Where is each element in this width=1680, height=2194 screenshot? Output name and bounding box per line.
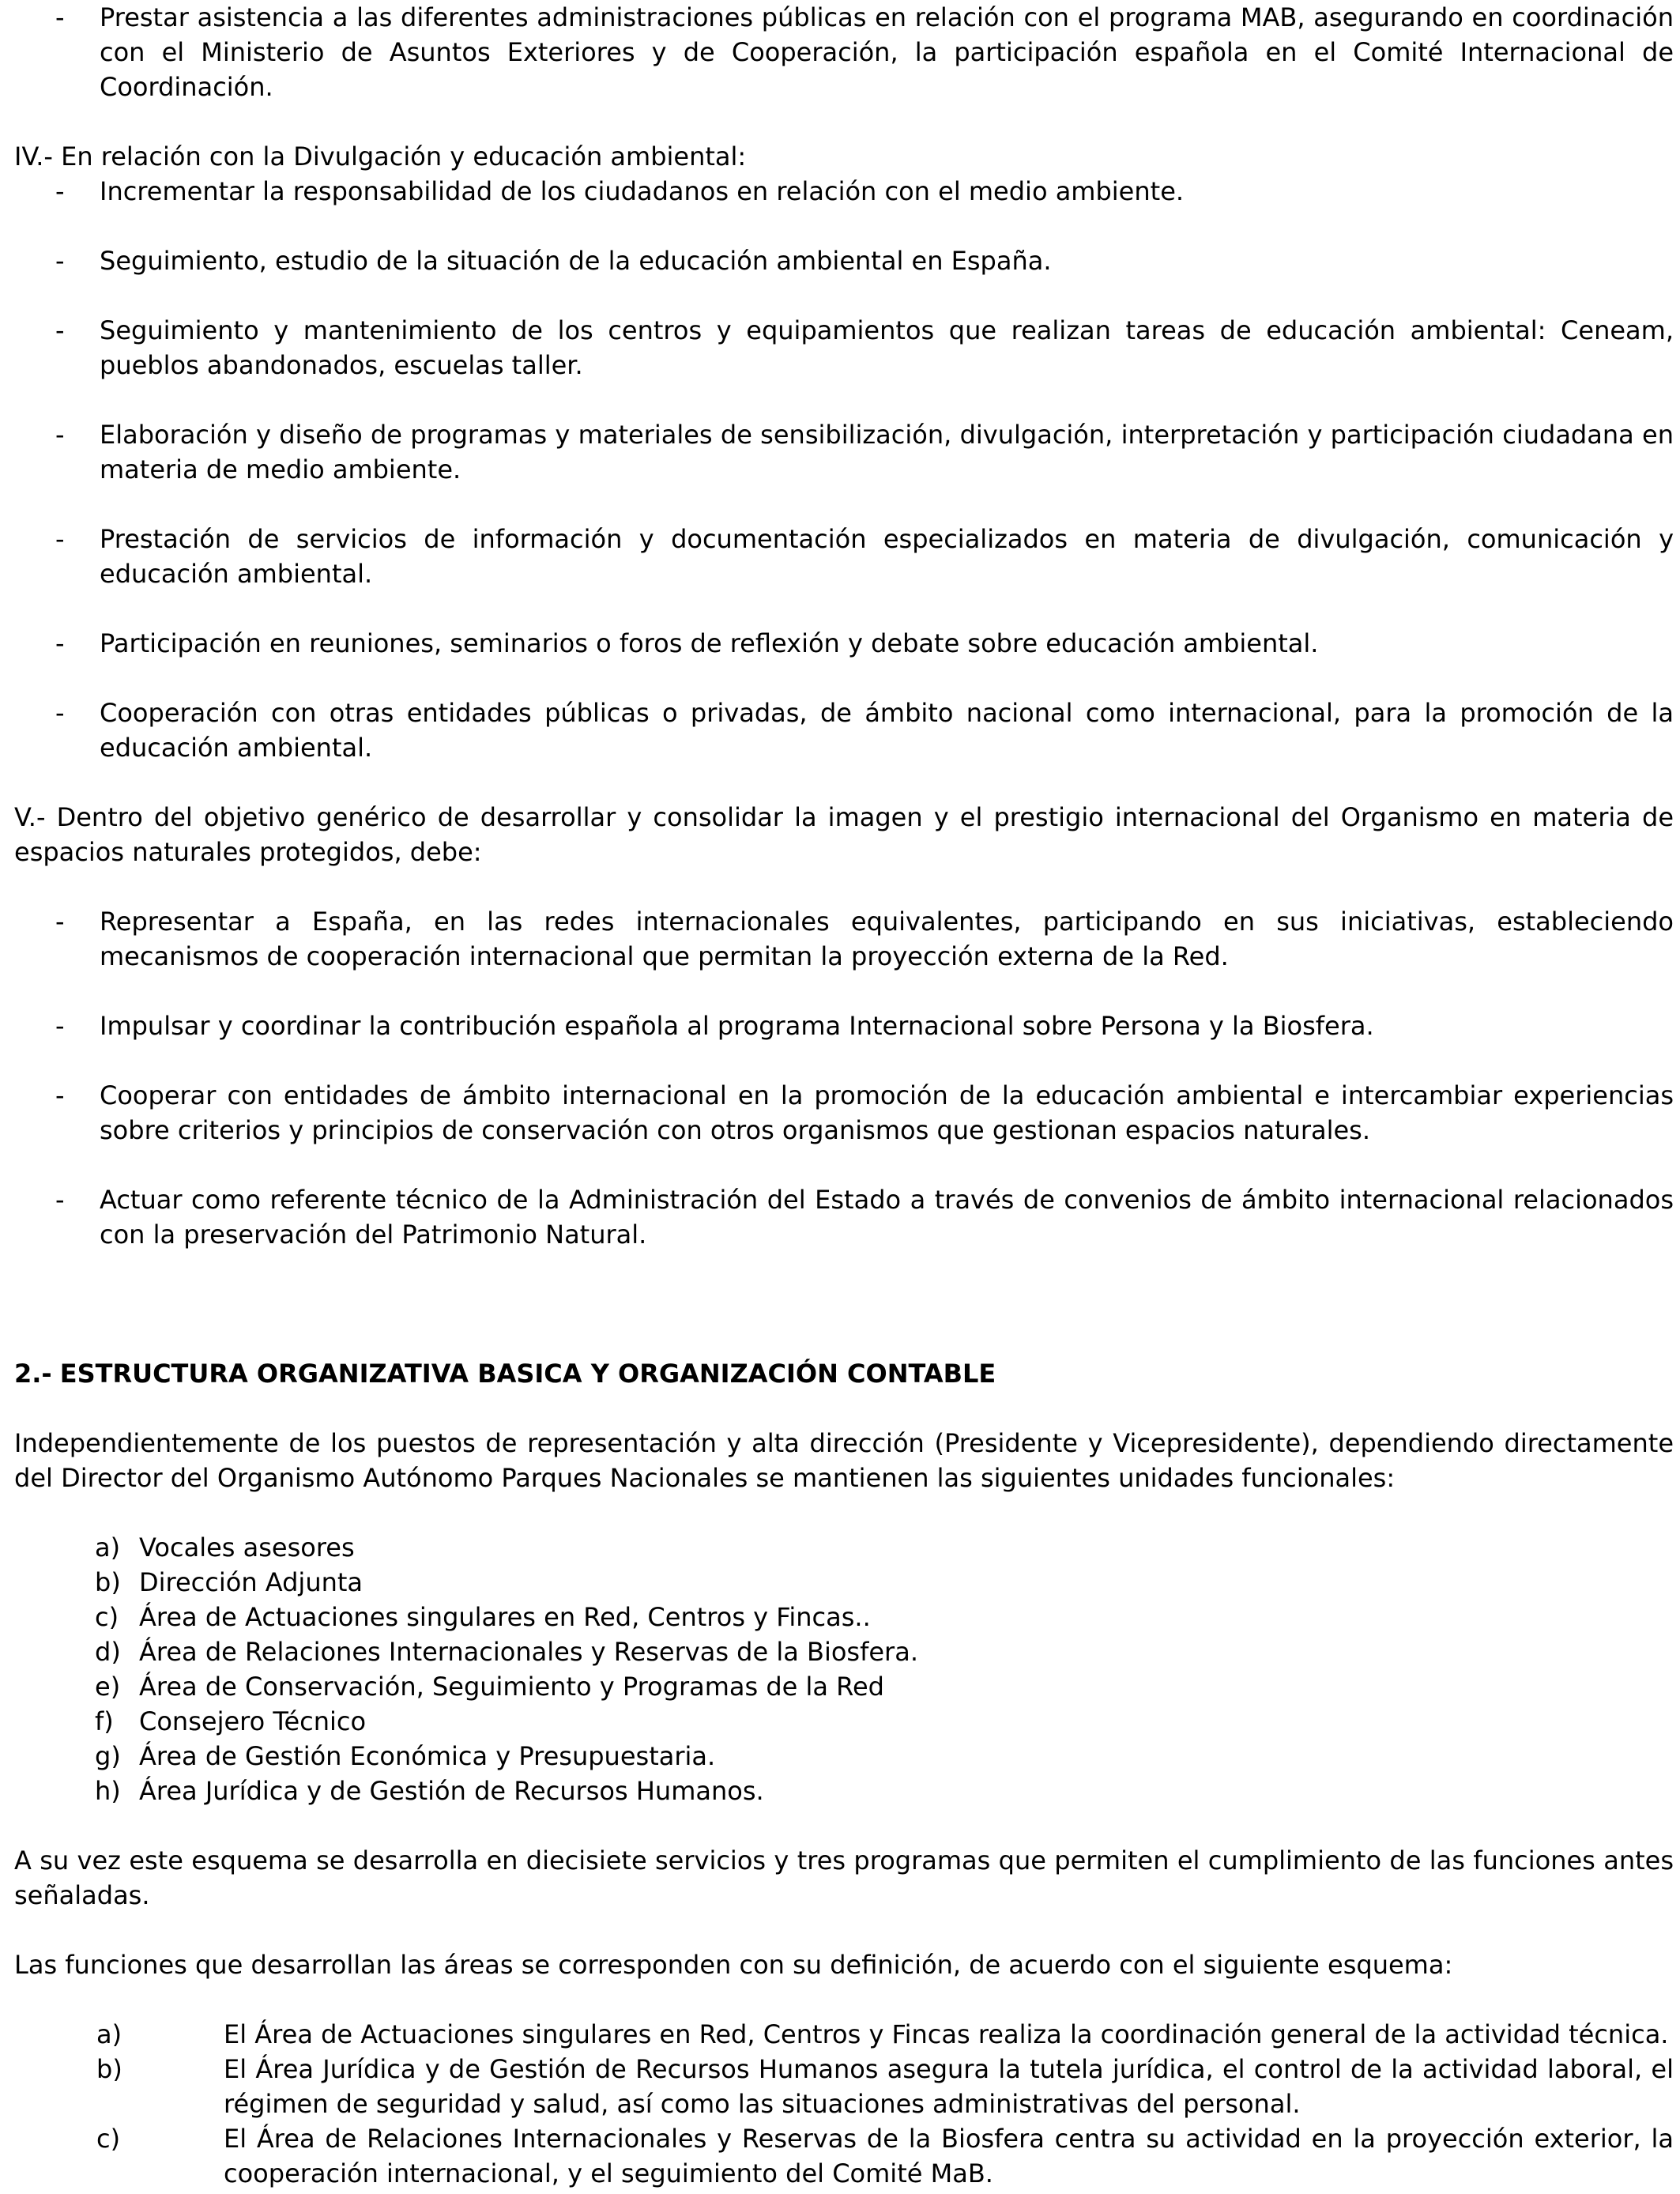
list-item bbox=[95, 1704, 1674, 1739]
list-item bbox=[95, 1774, 1674, 1808]
dash-bullet: - bbox=[55, 176, 65, 206]
dash-bullet: - bbox=[55, 1185, 65, 1215]
functional-units-list bbox=[14, 1530, 1674, 1808]
list-item-text: Área de Actuaciones singulares en Red, Centros y Fincas.. bbox=[139, 1602, 871, 1632]
dash-bullet: - bbox=[55, 2, 65, 32]
list-item-label: c) bbox=[95, 1602, 119, 1632]
dash-bullet: - bbox=[55, 315, 65, 345]
list-item-text: Dirección Adjunta bbox=[139, 1567, 363, 1597]
list-item-text: Elaboración y diseño de programas y materiales de sensibilización, divulgación, interpretación y participación ciudadana en materia de medio ambiente. bbox=[100, 420, 1674, 484]
list-item bbox=[14, 904, 1674, 974]
list-item bbox=[14, 313, 1674, 383]
list-item bbox=[95, 1634, 1674, 1669]
list-item bbox=[14, 1182, 1674, 1252]
paragraph: Las funciones que desarrollan las áreas se corresponden con su definición, de acuerdo con el siguiente esquema: bbox=[14, 1950, 1453, 1980]
list-item-text: Participación en reuniones, seminarios o foros de reflexión y debate sobre educación ambiental. bbox=[100, 628, 1319, 658]
list-item-text: Seguimiento y mantenimiento de los centros y equipamientos que realizan tareas de educación ambiental: Ceneam, pueblos abandonados, escuelas taller. bbox=[100, 315, 1674, 380]
list-item bbox=[14, 243, 1674, 278]
list-item-text: Representar a España, en las redes internacionales equivalentes, participando en sus iniciativas, estableciendo mecanismos de cooperación internacional que permitan la proyección externa de la Red. bbox=[100, 907, 1674, 971]
list-item-text: Impulsar y coordinar la contribución española al programa Internacional sobre Persona y la Biosfera. bbox=[100, 1011, 1374, 1041]
list-item bbox=[14, 0, 1674, 104]
paragraph: A su vez este esquema se desarrolla en diecisiete servicios y tres programas que permiten el cumplimiento de las funciones antes señaladas. bbox=[14, 1845, 1674, 1910]
functions-list bbox=[14, 2017, 1674, 2191]
list-item-label: c) bbox=[96, 2124, 121, 2154]
section-number: 2.- bbox=[14, 1359, 52, 1389]
list-item bbox=[14, 2017, 1674, 2052]
list-item-label: a) bbox=[95, 1532, 121, 1563]
document-page bbox=[14, 0, 1674, 2191]
list-item bbox=[14, 2052, 1674, 2121]
list-item-text: Incrementar la responsabilidad de los ciudadanos en relación con el medio ambiente. bbox=[100, 176, 1185, 206]
list-item bbox=[14, 522, 1674, 591]
list-item-text: Vocales asesores bbox=[139, 1532, 355, 1563]
list-item bbox=[14, 1008, 1674, 1043]
section-v-heading: V.- Dentro del objetivo genérico de desarrollar y consolidar la imagen y el prestigio internacional del Organismo en materia de espacios naturales protegidos, debe: bbox=[14, 802, 1674, 867]
list-item-label: g) bbox=[95, 1741, 121, 1771]
list-item-text: Prestación de servicios de información y documentación especializados en materia de divulgación, comunicación y educación ambiental. bbox=[100, 524, 1674, 589]
list-item bbox=[14, 626, 1674, 661]
dash-bullet: - bbox=[55, 524, 65, 554]
dash-bullet: - bbox=[55, 907, 65, 937]
list-item-label: e) bbox=[95, 1672, 121, 1702]
list-item-label: d) bbox=[95, 1637, 121, 1667]
list-item-label: a) bbox=[96, 2019, 122, 2049]
list-item-text: El Área Jurídica y de Gestión de Recursos Humanos asegura la tutela jurídica, el control de la actividad laboral, el régimen de seguridad y salud, así como las situaciones administrativas del personal. bbox=[224, 2054, 1674, 2119]
list-item-text: Área de Relaciones Internacionales y Reservas de la Biosfera. bbox=[139, 1637, 918, 1667]
list-item bbox=[14, 696, 1674, 765]
dash-bullet: - bbox=[55, 628, 65, 658]
list-item-text: Área de Gestión Económica y Presupuestaria. bbox=[139, 1741, 716, 1771]
list-item bbox=[14, 2121, 1674, 2191]
list-item bbox=[14, 174, 1674, 209]
list-item-text: Área de Conservación, Seguimiento y Programas de la Red bbox=[139, 1672, 884, 1702]
list-item bbox=[14, 1078, 1674, 1148]
section-title: ESTRUCTURA ORGANIZATIVA BASICA Y ORGANIZACIÓN CONTABLE bbox=[59, 1359, 996, 1389]
list-item-text: El Área de Relaciones Internacionales y Reservas de la Biosfera centra su actividad en la proyección exterior, la cooperación internacional, y el seguimiento del Comité MaB. bbox=[224, 2124, 1674, 2188]
list-item-text: Actuar como referente técnico de la Administración del Estado a través de convenios de ámbito internacional relacionados con la preservación del Patrimonio Natural. bbox=[100, 1185, 1674, 1250]
list-item-label: b) bbox=[96, 2054, 122, 2084]
list-item-text: Prestar asistencia a las diferentes administraciones públicas en relación con el programa MAB, asegurando en coordinación con el Ministerio de Asuntos Exteriores y de Cooperación, la participación española en el Comité Internacional de Coordinación. bbox=[100, 2, 1674, 102]
section-2-intro: Independientemente de los puestos de representación y alta dirección (Presidente y Vicepresidente), dependiendo directamente del Director del Organismo Autónomo Parques Nacionales se mantienen las siguientes unidades funcionales: bbox=[14, 1428, 1674, 1493]
dash-bullet: - bbox=[55, 1080, 65, 1110]
dash-bullet: - bbox=[55, 1011, 65, 1041]
list-item bbox=[14, 417, 1674, 487]
list-item-label: f) bbox=[95, 1706, 114, 1736]
list-item-text: Cooperar con entidades de ámbito internacional en la promoción de la educación ambiental e intercambiar experiencias sobre criterios y principios de conservación con otros organismos que gestionan espacios naturales. bbox=[100, 1080, 1674, 1145]
list-item-text: Cooperación con otras entidades públicas o privadas, de ámbito nacional como internacional, para la promoción de la educación ambiental. bbox=[100, 698, 1674, 763]
section-iv-heading: IV.- En relación con la Divulgación y educación ambiental: bbox=[14, 141, 747, 172]
list-item-text: Seguimiento, estudio de la situación de la educación ambiental en España. bbox=[100, 246, 1052, 276]
dash-bullet: - bbox=[55, 420, 65, 450]
list-item bbox=[95, 1565, 1674, 1600]
dash-bullet: - bbox=[55, 246, 65, 276]
list-item-text: Consejero Técnico bbox=[139, 1706, 367, 1736]
list-item-label: b) bbox=[95, 1567, 121, 1597]
list-item-label: h) bbox=[95, 1776, 121, 1806]
list-item bbox=[95, 1739, 1674, 1774]
dash-bullet: - bbox=[55, 698, 65, 728]
list-item bbox=[95, 1530, 1674, 1565]
list-item-text: El Área de Actuaciones singulares en Red, Centros y Fincas realiza la coordinación general de la actividad técnica. bbox=[224, 2019, 1669, 2049]
section-2-heading bbox=[14, 1356, 1674, 1391]
list-item bbox=[95, 1600, 1674, 1634]
list-item-text: Área Jurídica y de Gestión de Recursos Humanos. bbox=[139, 1776, 764, 1806]
list-item bbox=[95, 1669, 1674, 1704]
